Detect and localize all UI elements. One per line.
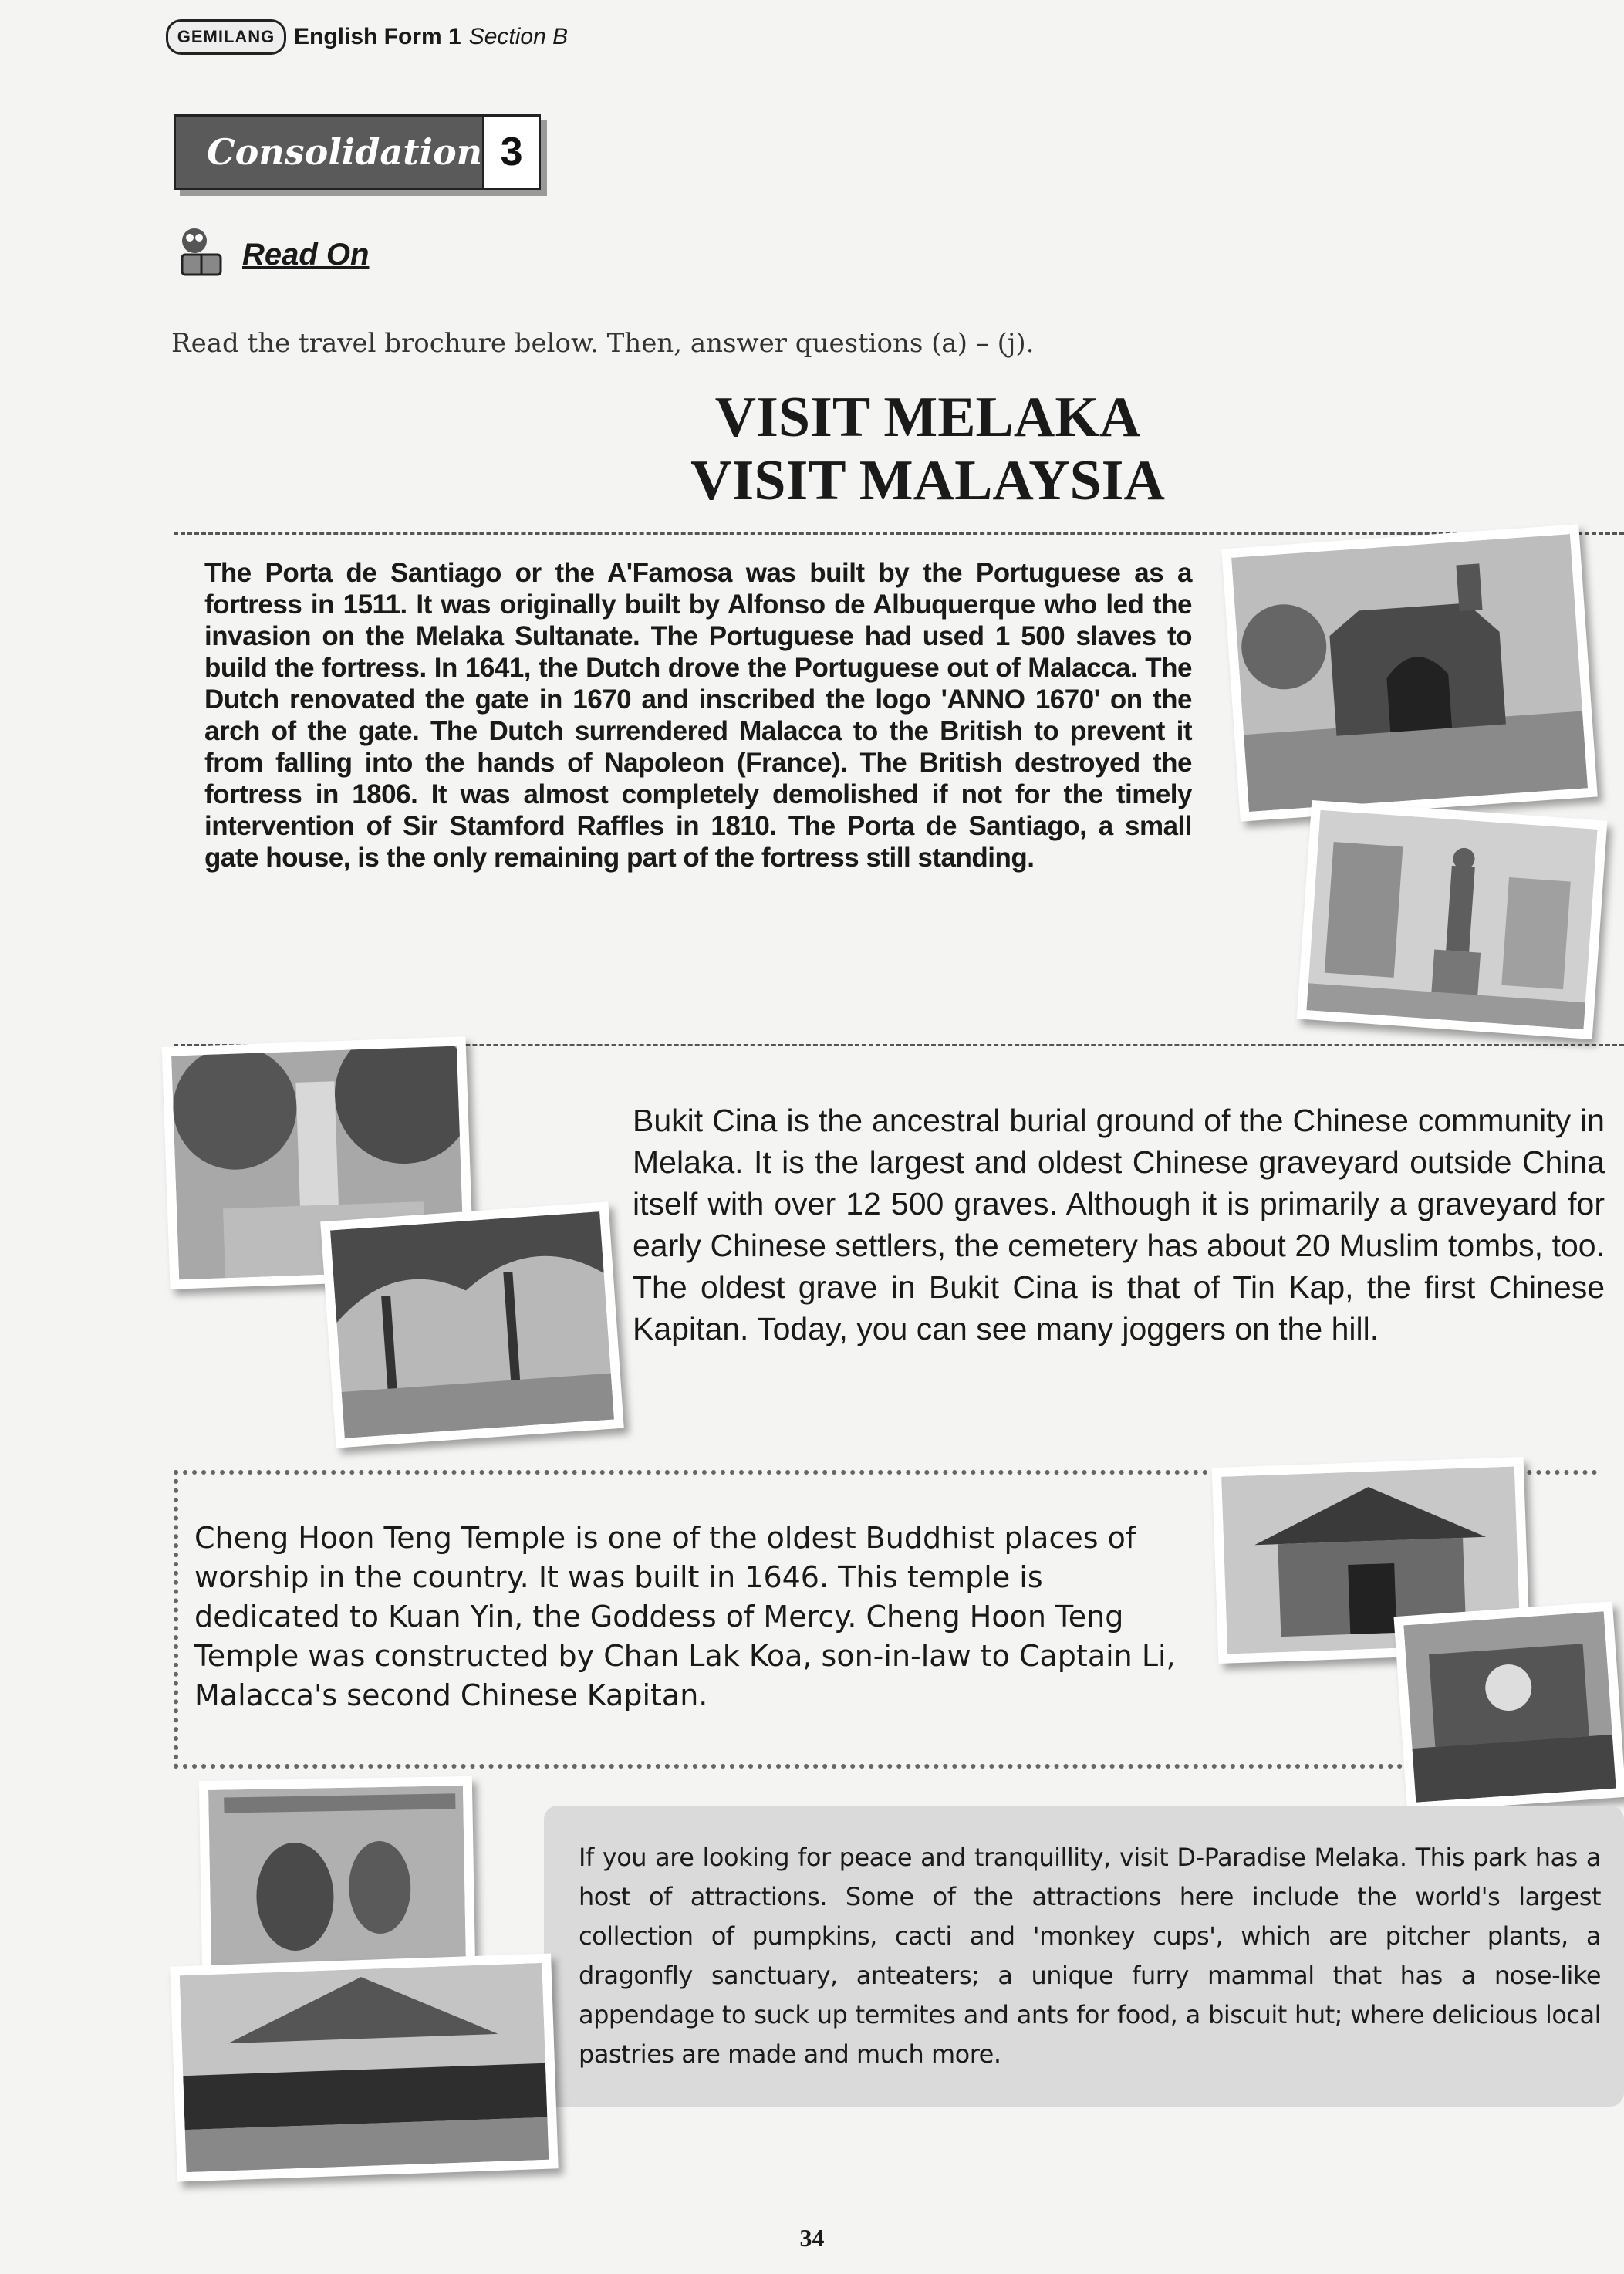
porta-photo: [1221, 524, 1598, 822]
porta-paragraph: The Porta de Santiago or the A'Famosa was built by the Portuguese as a fortress in 1511. It was originally built by Alfonso de Albuquerque who led the invasion on the Melaka Sultanate. The Portuguese had used 1 500 slaves to build the fortress. In 1641, the Dutch drove the Portuguese out of Malacca. The Dutch renovated the gate in 1670 and inscribed the logo 'ANNO 1670' on the arch of the gate. The Dutch surrendered Malacca to the British to prevent it from falling into the hands of Napoleon (France). The British destroyed the fortress in 1806. It was almost completely demolished if not for the timely intervention of Sir Stamford Raffles in 1810. The Porta de Santiago, a small gate house, is the only remaining part of the fortress still standing.: [204, 558, 1192, 873]
reading-mascot-icon: [171, 224, 233, 286]
title-line-1: VISIT MELAKA: [714, 386, 1141, 449]
read-on-label: Read On: [242, 237, 370, 272]
course-title: English Form 1: [294, 24, 461, 49]
temple-interior-photo: [1393, 1601, 1624, 1812]
cheng-hoon-paragraph: Cheng Hoon Teng Temple is one of the oldest Buddhist places of worship in the country. It was built in 1646. This temple is dedicated to Kuan Yin, the Goddess of Mercy. Cheng Hoon Teng Temple was constructed by Chan Lak Koa, son-in-law to Captain Li, Malacca's second Chinese Kapitan.: [194, 1521, 1176, 1712]
d-paradise-entrance-photo: [170, 1953, 558, 2181]
page-number: 34: [799, 2224, 825, 2252]
consolidation-banner: [174, 114, 541, 190]
hill-photo: [320, 1201, 624, 1448]
brochure-title: [0, 386, 1624, 512]
instruction-text: Read the travel brochure below. Then, answer questions (a) – (j).: [171, 328, 1035, 359]
section-label: Section B: [468, 24, 569, 49]
d-paradise-paragraph: If you are looking for peace and tranquillity, visit D-Paradise Melaka. This park has a host of attractions. Some of the attractions here include the world's largest collection of pumpkins, cacti and 'monkey cups', which are pitcher plants, a dragonfly sanctuary, anteaters; a unique furry mammal that has a nose-like appendage to suck up termites and ants for food, a biscuit hut; where delicious local pastries are made and much more.: [579, 1843, 1601, 2069]
banner-number: 3: [482, 117, 539, 188]
statue-photo: [1297, 800, 1608, 1039]
banner-label: Consolidation: [207, 131, 483, 173]
bukit-cina-paragraph: Bukit Cina is the ancestral burial ground of the Chinese community in Melaka. It is the largest and oldest Chinese graveyard outside China itself with over 12 500 graves. Although it is primarily a graveyard for early Chinese settlers, the cemetery has about 20 Muslim tombs, too. The oldest grave in Bukit Cina is that of Tin Kap, the first Chinese Kapitan. Today, you can see many joggers on the hill.: [633, 1103, 1605, 1346]
title-line-2: VISIT MALAYSIA: [690, 449, 1165, 512]
page-header: [166, 15, 568, 59]
publisher-logo: GEMILANG: [166, 19, 286, 55]
read-on-heading: [171, 220, 369, 289]
pitcher-plant-photo: [199, 1776, 475, 1977]
